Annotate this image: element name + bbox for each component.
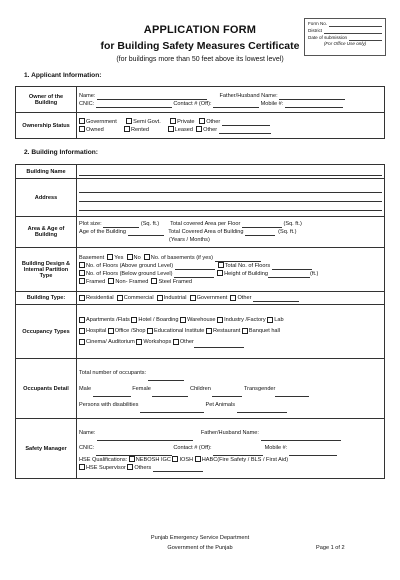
owner-cnic-label: CNIC: <box>79 100 95 107</box>
plot-unit: (Sq. ft.) <box>140 221 160 227</box>
male-label: Male <box>79 385 92 392</box>
page-number: Page 1 of 2 <box>316 545 345 551</box>
commercial-checkbox[interactable] <box>117 295 123 301</box>
type-other-checkbox[interactable] <box>230 295 236 301</box>
transgender-field[interactable] <box>275 391 309 397</box>
total-floors-field[interactable] <box>272 264 312 270</box>
occ-hospital-checkbox[interactable] <box>79 328 85 334</box>
occ-warehouse-label: Warehouse <box>187 317 216 323</box>
owner-contact-field[interactable] <box>213 102 259 108</box>
age-unit: (Years / Months) <box>169 237 210 243</box>
basements-count-label: No. of basements (if yes) <box>150 254 213 261</box>
occ-education-label: Educational Institute <box>154 328 205 334</box>
other1-checkbox[interactable] <box>199 118 205 124</box>
nebosh-label: NEBOSH IGC <box>135 456 171 463</box>
children-label: Children <box>190 385 211 392</box>
form-subtitle: for Building Safety Measures Certificate <box>100 40 300 52</box>
owner-mobile-field[interactable] <box>285 102 343 108</box>
female-label: Female <box>132 385 151 392</box>
occupancy-label: Occupancy Types <box>16 305 77 359</box>
design-cell <box>77 248 385 292</box>
height-unit: (ft.) <box>309 270 319 277</box>
sm-father-label: Father/Husband Name: <box>200 429 259 436</box>
occ-cinema-label: Cinema/ Auditorium <box>86 339 135 345</box>
basement-yes-label: Yes <box>114 254 124 261</box>
occ-lab-label: Lab <box>274 317 284 323</box>
occ-lab-checkbox[interactable] <box>267 317 273 323</box>
occ-workshops-checkbox[interactable] <box>136 339 142 345</box>
owned-checkbox[interactable] <box>79 126 85 132</box>
habc-checkbox[interactable] <box>195 456 201 462</box>
ownership-label: Ownership Status <box>16 113 77 139</box>
occ-banquet-checkbox[interactable] <box>242 328 248 334</box>
sm-name-label: Name: <box>79 429 96 436</box>
building-type-label: Building Type: <box>16 292 77 305</box>
address-cell[interactable] <box>77 179 385 217</box>
occ-hotel-label: Hotel / Boarding <box>138 317 179 323</box>
male-field[interactable] <box>93 391 131 397</box>
owner-label: Owner of the Building <box>16 87 77 113</box>
building-name-field[interactable] <box>79 167 382 176</box>
safety-manager-cell <box>77 419 385 479</box>
hse-supervisor-checkbox[interactable] <box>79 464 85 470</box>
sm-mobile-field[interactable] <box>289 450 337 456</box>
other2-label: Other <box>203 126 218 133</box>
occ-apartments-label: Apartments /Flats <box>86 317 130 323</box>
pets-field[interactable] <box>237 407 287 413</box>
plot-label: Plot size: <box>79 221 102 227</box>
occupants-label: Occupants Detail <box>16 359 77 419</box>
nebosh-checkbox[interactable] <box>129 456 135 462</box>
govt-label: Government <box>86 118 117 125</box>
building-name-cell[interactable] <box>77 165 385 179</box>
steel-checkbox[interactable] <box>151 278 157 284</box>
occ-other-label: Other <box>179 339 194 345</box>
building-name-label: Building Name <box>16 165 77 179</box>
government-checkbox[interactable] <box>190 295 196 301</box>
iosh-label: IOSH <box>179 456 194 463</box>
form-note: (for buildings more than 50 feet above its lowest level) <box>116 56 284 63</box>
habc-label: HABC(Fire Safety / BLS / First Aid) <box>201 456 289 463</box>
applicant-table <box>15 86 385 139</box>
others-checkbox[interactable] <box>127 464 133 470</box>
type-other-field[interactable] <box>253 296 299 302</box>
owned-label: Owned <box>86 126 104 133</box>
age-label: Age of the Building <box>79 229 126 235</box>
covered-total-field[interactable] <box>245 230 275 236</box>
occ-industry-label: Industry /Factory <box>224 317 266 323</box>
basement-no-label: No <box>133 254 141 261</box>
iosh-checkbox[interactable] <box>172 456 178 462</box>
address-label: Address <box>16 179 77 217</box>
covered-floor-unit: (Sq. ft.) <box>283 221 302 227</box>
owner-name-field[interactable] <box>97 94 207 100</box>
section2-heading: 2. Building Information: <box>24 149 98 156</box>
transgender-label: Transgender <box>243 385 276 392</box>
government-label: Government <box>196 295 228 301</box>
hse-label: HSE Qualifications: <box>79 456 128 463</box>
ownership-cell <box>77 113 385 139</box>
leased-label: Leased <box>174 126 194 133</box>
female-field[interactable] <box>152 391 188 397</box>
basements-count-checkbox[interactable] <box>144 254 150 260</box>
safety-manager-label: Safety Manager <box>16 419 77 479</box>
occ-cinema-checkbox[interactable] <box>79 339 85 345</box>
footer-dept: Punjab Emergency Service Department <box>150 535 250 541</box>
disabled-field[interactable] <box>140 407 204 413</box>
address-line-3[interactable] <box>79 202 382 211</box>
industrial-checkbox[interactable] <box>157 295 163 301</box>
framed-label: Framed <box>86 278 106 285</box>
address-line-2[interactable] <box>79 193 382 202</box>
floors-above-checkbox[interactable] <box>79 262 85 268</box>
owner-father-field[interactable] <box>279 94 345 100</box>
owner-name-label: Name: <box>79 92 96 99</box>
other1-label: Other <box>206 118 221 125</box>
occ-hotel-checkbox[interactable] <box>131 317 137 323</box>
owner-mobile-label: Mobile #: <box>260 100 284 107</box>
age-field[interactable] <box>128 230 164 236</box>
floors-above-label: No. of Floors (Above ground Level) <box>86 262 174 269</box>
semi-govt-label: Semi Govt. <box>133 118 161 125</box>
type-other-label: Other <box>237 295 252 301</box>
floors-below-checkbox[interactable] <box>79 270 85 276</box>
floors-below-field[interactable] <box>174 272 214 278</box>
height-field[interactable] <box>268 272 310 278</box>
occ-other-field[interactable] <box>194 342 244 348</box>
sm-contact-label: Contact # (Off): <box>173 444 212 451</box>
date-field[interactable] <box>349 35 382 41</box>
owner-father-label: Father/Husband Name: <box>219 92 278 99</box>
other2-field[interactable] <box>219 128 271 134</box>
sm-cnic-label: CNIC: <box>79 444 95 451</box>
basements-count-field[interactable] <box>215 256 261 262</box>
sm-mobile-label: Mobile #: <box>264 444 288 451</box>
occ-workshops-label: Workshops <box>143 339 172 345</box>
occ-banquet-label: Banquet hall <box>248 328 281 334</box>
district-label: District <box>308 27 323 33</box>
others-label: Others <box>134 464 152 471</box>
owner-contact-label: Contact # (Off): <box>173 100 212 107</box>
sm-cnic-field[interactable] <box>96 450 172 456</box>
building-table <box>15 164 385 479</box>
pets-label: Pet Animals <box>205 401 236 408</box>
office-use-box <box>304 18 386 56</box>
occ-industry-checkbox[interactable] <box>217 317 223 323</box>
total-occupants-field[interactable] <box>148 375 184 381</box>
district-field[interactable] <box>324 28 382 34</box>
building-type-cell <box>77 292 385 305</box>
nonframed-checkbox[interactable] <box>108 278 114 284</box>
total-floors-label: Total No. of Floors <box>224 262 271 269</box>
covered-floor-label: Total covered Area per Floor <box>170 221 241 227</box>
occupancy-cell <box>77 305 385 359</box>
other1-field[interactable] <box>222 120 270 126</box>
sm-contact-field[interactable] <box>213 450 263 456</box>
office-use-note: (For Office Use only) <box>323 41 367 47</box>
occ-office-label: Office /Shop <box>114 328 146 334</box>
nonframed-label: Non- Framed <box>115 278 149 285</box>
form-title: APPLICATION FORM <box>143 24 257 36</box>
rented-checkbox[interactable] <box>124 126 130 132</box>
private-checkbox[interactable] <box>170 118 176 124</box>
residential-checkbox[interactable] <box>79 295 85 301</box>
design-label: Building Design & Internal Partition Type <box>16 248 77 292</box>
form-no-field[interactable] <box>329 21 382 27</box>
footer-govt: Government of the Punjab <box>167 545 233 551</box>
semi-govt-checkbox[interactable] <box>126 118 132 124</box>
occ-other-checkbox[interactable] <box>173 339 179 345</box>
industrial-label: Industrial <box>163 295 187 301</box>
framed-checkbox[interactable] <box>79 278 85 284</box>
rented-label: Rented <box>130 126 149 133</box>
children-field[interactable] <box>212 391 242 397</box>
covered-total-unit: (Sq. ft.) <box>278 229 297 235</box>
total-floors-checkbox[interactable] <box>218 262 224 268</box>
occ-restaurant-label: Restaurant <box>212 328 241 334</box>
basement-label: Basement <box>79 254 105 261</box>
owner-cnic-field[interactable] <box>96 102 172 108</box>
basement-no-checkbox[interactable] <box>127 254 133 260</box>
disabled-label: Persons with disabilities <box>79 401 139 408</box>
height-checkbox[interactable] <box>217 270 223 276</box>
area-age-label: Area & Age of Building <box>16 217 77 248</box>
height-label: Height of Building <box>224 270 268 277</box>
occ-warehouse-checkbox[interactable] <box>180 317 186 323</box>
sm-name-field[interactable] <box>97 435 193 441</box>
occ-education-checkbox[interactable] <box>147 328 153 334</box>
occ-hospital-label: Hospital <box>86 328 107 334</box>
govt-checkbox[interactable] <box>79 118 85 124</box>
sm-father-field[interactable] <box>261 435 341 441</box>
date-label: Date of submission <box>308 34 348 40</box>
private-label: Private <box>177 118 195 125</box>
total-occupants-label: Total number of occupants: <box>79 369 147 376</box>
hse-supervisor-label: HSE Supervisor <box>86 464 126 471</box>
occ-apartments-checkbox[interactable] <box>79 317 85 323</box>
section1-heading: 1. Applicant Information: <box>24 72 102 79</box>
floors-below-label: No. of Floors (Below ground Level) <box>86 270 173 277</box>
covered-total-label: Total Covered Area of Building <box>168 229 244 235</box>
leased-checkbox[interactable] <box>168 126 174 132</box>
address-line-1[interactable] <box>79 184 382 193</box>
steel-label: Steel Framed <box>158 278 193 285</box>
basement-yes-checkbox[interactable] <box>107 254 113 260</box>
other2-checkbox[interactable] <box>196 126 202 132</box>
occupants-cell <box>77 359 385 419</box>
occ-office-checkbox[interactable] <box>108 328 114 334</box>
others-field[interactable] <box>153 466 203 472</box>
form-no-label: Form No. <box>308 21 328 26</box>
commercial-label: Commercial <box>123 295 154 301</box>
owner-cell <box>77 87 385 113</box>
area-age-cell <box>77 217 385 248</box>
occ-restaurant-checkbox[interactable] <box>206 328 212 334</box>
residential-label: Residential <box>86 295 114 301</box>
floors-above-field[interactable] <box>175 264 215 270</box>
